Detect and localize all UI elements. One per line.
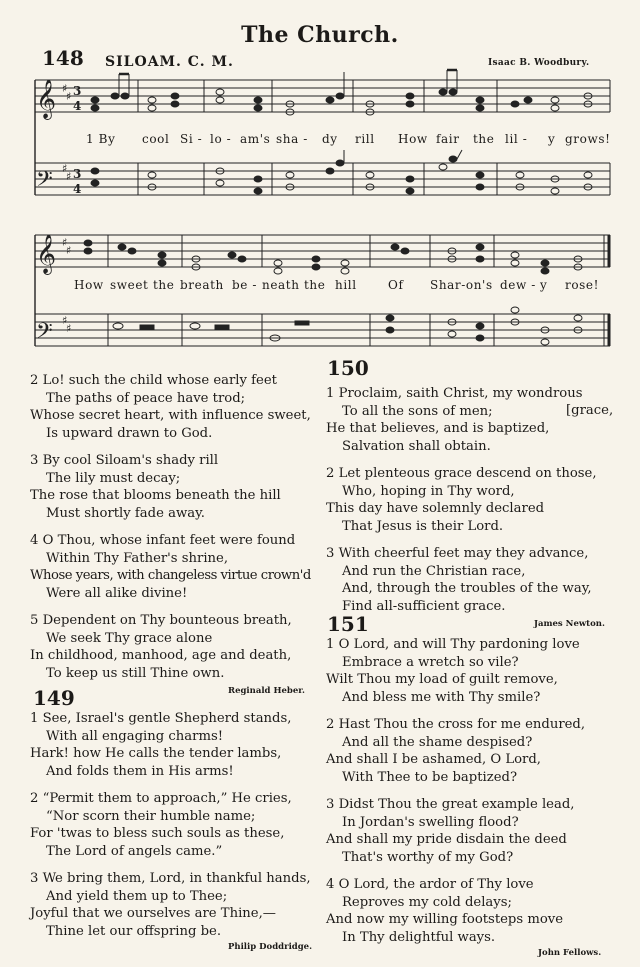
svg-text:♯: ♯ bbox=[62, 162, 68, 175]
svg-text:4: 4 bbox=[73, 182, 82, 196]
verse-line: And shall my pride disdain the deed bbox=[326, 832, 567, 847]
verse-line: Reproves my cold delays; bbox=[342, 894, 512, 910]
composer-credit: Isaac B. Woodbury. bbox=[488, 58, 590, 68]
verse-line: Embrace a wretch so vile? bbox=[342, 654, 519, 670]
svg-text:𝄞: 𝄞 bbox=[36, 79, 57, 119]
hymn-150-number: 150 bbox=[327, 356, 369, 380]
author-credit: James Newton. bbox=[534, 619, 605, 629]
verse-line: “Nor scorn their humble name; bbox=[46, 808, 256, 824]
verse-line: The paths of peace have trod; bbox=[46, 390, 246, 406]
verse bbox=[326, 636, 626, 706]
verse-line: Were all alike divine! bbox=[46, 585, 188, 601]
svg-text:3: 3 bbox=[73, 84, 82, 98]
verse-line: And, through the troubles of the way, bbox=[342, 581, 592, 596]
svg-text:𝄢: 𝄢 bbox=[36, 319, 53, 349]
verse-line: 1 See, Israel's gentle Shepherd stands, bbox=[30, 711, 292, 726]
lyric-word: lil - bbox=[505, 132, 528, 146]
clefs bbox=[36, 79, 81, 349]
verse-line: 2 Hast Thou the cross for me endured, bbox=[326, 717, 586, 732]
verse-line: 2 Lo! such the child whose early feet bbox=[30, 373, 277, 388]
verse-line: Hark! how He calls the tender lambs, bbox=[30, 746, 282, 761]
lyric-word: fair bbox=[436, 132, 460, 146]
music-score bbox=[0, 0, 640, 370]
verse-line: And run the Christian race, bbox=[342, 563, 526, 579]
verse-line: That's worthy of my God? bbox=[342, 849, 514, 865]
verse bbox=[30, 452, 330, 522]
hymn-151-number: 151 bbox=[327, 612, 369, 636]
lyric-word: dew - bbox=[500, 278, 536, 292]
verse bbox=[30, 710, 330, 780]
svg-text:♯: ♯ bbox=[66, 322, 72, 335]
verse-line: 3 Didst Thou the great example lead, bbox=[326, 797, 575, 812]
verse-line: Wilt Thou my load of guilt remove, bbox=[326, 672, 558, 687]
verse-line: Who, hoping in Thy word, bbox=[342, 483, 515, 499]
lyric-word: Of bbox=[388, 278, 404, 292]
lyric-word: Si - bbox=[180, 132, 203, 146]
tune-name: SILOAM. C. M. bbox=[105, 54, 234, 70]
author-credit: Philip Doddridge. bbox=[228, 942, 313, 952]
svg-text:♯: ♯ bbox=[66, 90, 72, 103]
lyric-word: How bbox=[74, 278, 104, 292]
notes bbox=[84, 70, 592, 345]
hymn-151-verses bbox=[326, 636, 626, 958]
score-staves bbox=[35, 80, 610, 346]
verse-line: With Thee to be baptized? bbox=[342, 769, 518, 785]
lyric-word: y bbox=[540, 278, 548, 292]
verse-line: 3 We bring them, Lord, in thankful hands, bbox=[30, 871, 311, 886]
verse-line: In childhood, manhood, age and death, bbox=[30, 648, 292, 663]
verse bbox=[30, 612, 330, 682]
verse bbox=[326, 796, 626, 866]
turnover-text: [grace, bbox=[566, 403, 614, 418]
lyric-word: be - bbox=[232, 278, 258, 292]
verse-line: This day have solemnly declared bbox=[326, 501, 545, 516]
verse-line: The Lord of angels came.” bbox=[46, 843, 223, 859]
lyric-word: Shar-on's bbox=[430, 278, 493, 292]
svg-text:𝄞: 𝄞 bbox=[36, 234, 57, 274]
lyric-word: sweet bbox=[110, 278, 149, 292]
verse-line: Is upward drawn to God. bbox=[46, 425, 213, 441]
lyric-word: How bbox=[398, 132, 428, 146]
verse-line: Joyful that we ourselves are Thine,— bbox=[30, 906, 276, 921]
verse-line: 2 Let plenteous grace descend on those, bbox=[326, 466, 597, 481]
svg-text:♯: ♯ bbox=[66, 244, 72, 257]
hymn-148-number: 148 bbox=[42, 46, 84, 70]
verse bbox=[326, 385, 626, 455]
verse-line: 3 By cool Siloam's shady rill bbox=[30, 453, 219, 468]
verse bbox=[30, 790, 330, 860]
verse-line: 5 Dependent on Thy bounteous breath, bbox=[30, 613, 292, 628]
verse-line: Within Thy Father's shrine, bbox=[46, 550, 229, 566]
verse bbox=[326, 876, 626, 946]
verse-line: For 'twas to bless such souls as these, bbox=[30, 826, 285, 841]
verse-line: The rose that blooms beneath the hill bbox=[30, 488, 281, 503]
verse-line: 3 With cheerful feet may they advance, bbox=[326, 546, 589, 561]
author-credit: Reginald Heber. bbox=[228, 686, 305, 696]
lyric-word: am's bbox=[240, 132, 271, 146]
lyric-word: lo - bbox=[210, 132, 232, 146]
author-credit: John Fellows. bbox=[538, 948, 602, 958]
svg-text:3: 3 bbox=[73, 167, 82, 181]
verse-line: 2 “Permit them to approach,” He cries, bbox=[30, 791, 292, 806]
verse-line: To all the sons of men; bbox=[342, 403, 493, 419]
verse-line: And folds them in His arms! bbox=[46, 763, 234, 779]
svg-text:4: 4 bbox=[73, 99, 82, 113]
verse-line: Thine let our offspring be. bbox=[46, 923, 222, 939]
svg-text:♯: ♯ bbox=[62, 236, 68, 249]
svg-text:♯: ♯ bbox=[66, 170, 72, 183]
verse-line: In Thy delightful ways. bbox=[342, 929, 496, 945]
lyric-word: neath bbox=[262, 278, 300, 292]
lyric-word: rose! bbox=[565, 278, 600, 292]
verse-line: The lily must decay; bbox=[46, 470, 181, 486]
verse bbox=[30, 870, 330, 940]
lyric-word: dy bbox=[322, 132, 338, 146]
verse bbox=[30, 532, 330, 602]
verse-line: 4 O Lord, the ardor of Thy love bbox=[326, 877, 534, 892]
hymn-149-verses bbox=[30, 710, 330, 952]
verse-line: Must shortly fade away. bbox=[46, 505, 206, 521]
svg-text:𝄢: 𝄢 bbox=[36, 167, 53, 197]
verse-line: Whose years, with changeless virtue crown'd bbox=[30, 568, 311, 583]
verse-line: He that believes, and is baptized, bbox=[326, 421, 550, 436]
lyric-word: the bbox=[304, 278, 326, 292]
verse-line: That Jesus is their Lord. bbox=[342, 518, 504, 534]
verse-line: 1 Proclaim, saith Christ, my wondrous bbox=[326, 386, 583, 401]
verse-line: And shall I be ashamed, O Lord, bbox=[326, 752, 541, 767]
verse-line: Whose secret heart, with influence sweet, bbox=[30, 408, 311, 423]
verse-line: Find all-sufficient grace. bbox=[342, 598, 506, 614]
lyric-word: breath bbox=[180, 278, 224, 292]
hymn-149-number: 149 bbox=[33, 686, 75, 710]
svg-text:♯: ♯ bbox=[62, 82, 68, 95]
lyric-word: cool bbox=[142, 132, 170, 146]
hymn-150-verses bbox=[326, 385, 626, 629]
verse-line: To keep us still Thine own. bbox=[46, 665, 225, 681]
verse-line: 4 O Thou, whose infant feet were found bbox=[30, 533, 296, 548]
lyric-word: rill bbox=[355, 132, 375, 146]
verse-line: With all engaging charms! bbox=[46, 728, 224, 744]
verse bbox=[326, 465, 626, 535]
verse-line: And bless me with Thy smile? bbox=[342, 689, 541, 705]
verse-line: In Jordan's swelling flood? bbox=[342, 814, 519, 830]
lyric-word: the bbox=[473, 132, 495, 146]
verse-line: And now my willing footsteps move bbox=[326, 912, 564, 927]
verse bbox=[326, 716, 626, 786]
lyric-word: 1 By bbox=[86, 132, 116, 146]
verse-line: And all the shame despised? bbox=[342, 734, 533, 750]
verse bbox=[30, 372, 330, 442]
verse bbox=[326, 545, 626, 615]
lyric-word: sha - bbox=[276, 132, 308, 146]
verse-line: We seek Thy grace alone bbox=[46, 630, 213, 646]
lyric-word: grows! bbox=[565, 132, 611, 146]
page-title: The Church. bbox=[241, 22, 399, 48]
lyric-word: the bbox=[153, 278, 175, 292]
verse-line: And yield them up to Thee; bbox=[46, 888, 228, 904]
hymn-148-verses bbox=[30, 372, 330, 696]
staff-lines bbox=[35, 80, 610, 346]
lyric-word: hill bbox=[335, 278, 357, 292]
verse-line: 1 O Lord, and will Thy pardoning love bbox=[326, 637, 580, 652]
lyric-word: y bbox=[548, 132, 556, 146]
svg-text:♯: ♯ bbox=[62, 314, 68, 327]
verse-line: Salvation shall obtain. bbox=[342, 438, 491, 454]
